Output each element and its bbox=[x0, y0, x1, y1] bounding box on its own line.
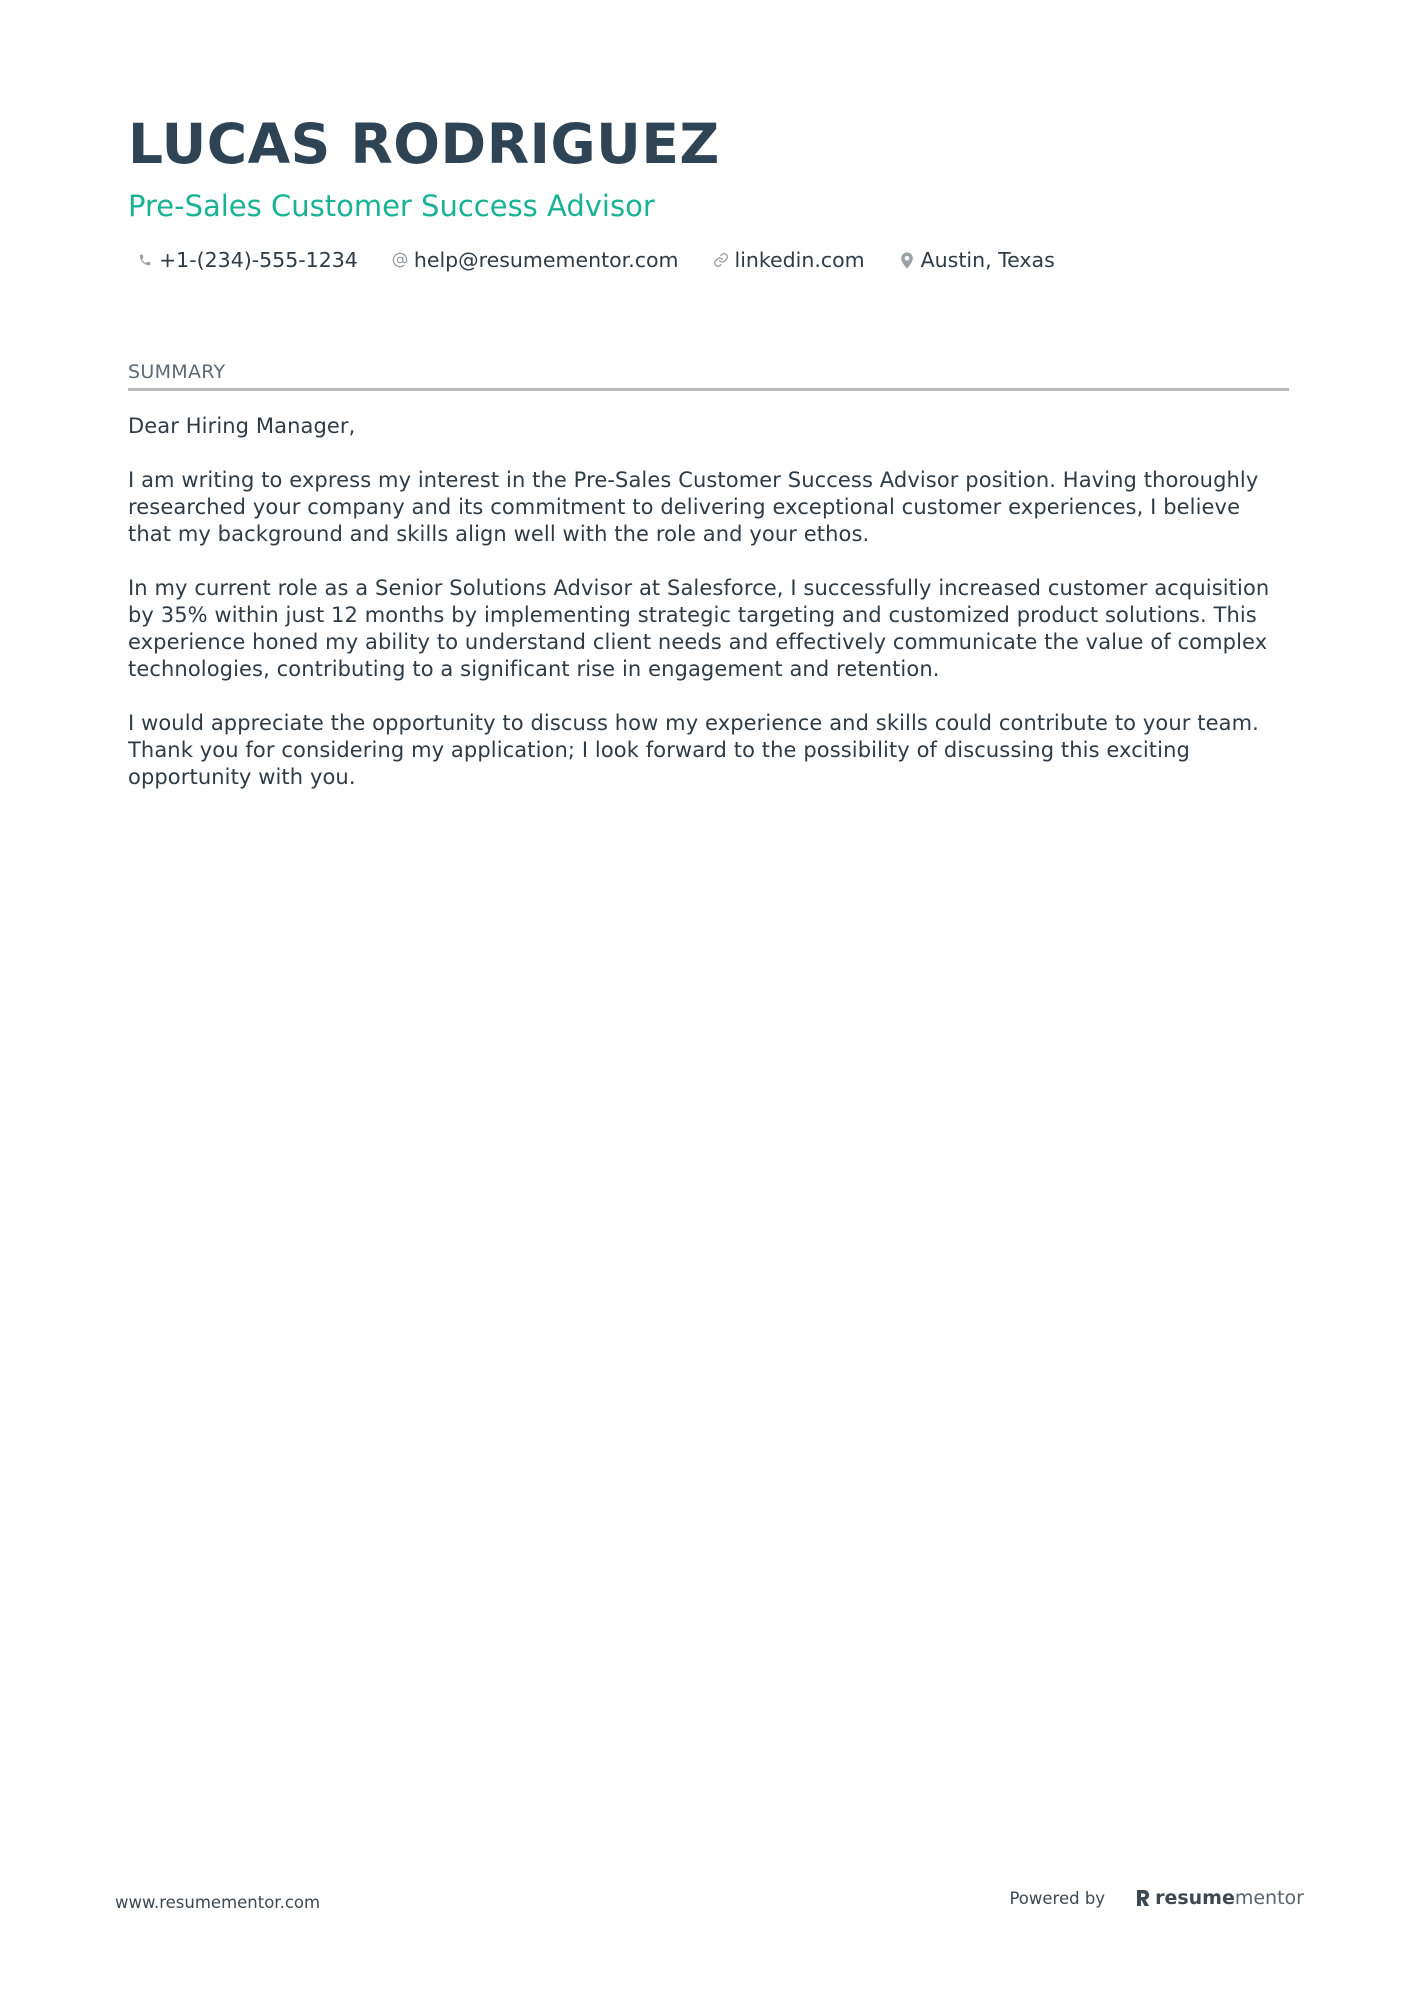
letter-body bbox=[128, 413, 1289, 791]
powered-by-label: Powered by bbox=[1009, 1888, 1106, 1908]
candidate-name: LUCAS RODRIGUEZ bbox=[128, 112, 720, 176]
paragraph-closing: I would appreciate the opportunity to discuss how my experience and skills could contribute to your team. Thank you for considering my application; I look forward to the possibility of discussing this exciting opportunity with you. bbox=[128, 711, 1259, 789]
job-title: Pre-Sales Customer Success Advisor bbox=[128, 189, 655, 223]
contact-linkedin[interactable] bbox=[705, 248, 865, 272]
location-pin-icon bbox=[899, 251, 915, 269]
section-heading: SUMMARY bbox=[128, 359, 1289, 391]
paragraph-intro: I am writing to express my interest in the Pre-Sales Customer Success Advisor position. Having thoroughly researched your company and its commitment to delivering exceptional customer experiences, I believe that my background and skills align well with the role and your ethos. bbox=[128, 468, 1259, 546]
phone-icon bbox=[137, 251, 153, 269]
contact-email[interactable] bbox=[384, 248, 679, 272]
salutation: Dear Hiring Manager, bbox=[128, 414, 356, 438]
location-text: Austin, Texas bbox=[920, 248, 1055, 272]
paragraph-experience: In my current role as a Senior Solutions Advisor at Salesforce, I successfully increased customer acquisition by 35% within just 12 months by implementing strategic targeting and customized product solutions. This experience honed my ability to understand client needs and effectively communicate the value of complex technologies, contributing to a significant rise in engagement and retention. bbox=[128, 576, 1270, 681]
footer-website[interactable]: www.resumementor.com bbox=[115, 1893, 321, 1912]
at-sign-icon bbox=[392, 251, 408, 269]
contact-phone bbox=[128, 248, 358, 272]
footer-branding bbox=[1009, 1887, 1304, 1909]
summary-section bbox=[128, 359, 1289, 818]
phone-text: +1-(234)-555-1234 bbox=[159, 248, 358, 272]
resumementor-logo-icon bbox=[1135, 1888, 1151, 1908]
contact-location bbox=[891, 248, 1055, 272]
brand-light: mentor bbox=[1234, 1887, 1304, 1909]
contact-bar bbox=[128, 248, 1288, 272]
email-text[interactable]: help@resumementor.com bbox=[413, 248, 679, 272]
resumementor-logo[interactable] bbox=[1135, 1887, 1304, 1909]
header bbox=[128, 108, 1288, 272]
linkedin-text[interactable]: linkedin.com bbox=[734, 248, 865, 272]
link-icon bbox=[713, 251, 729, 269]
brand-bold: resume bbox=[1155, 1887, 1235, 1909]
